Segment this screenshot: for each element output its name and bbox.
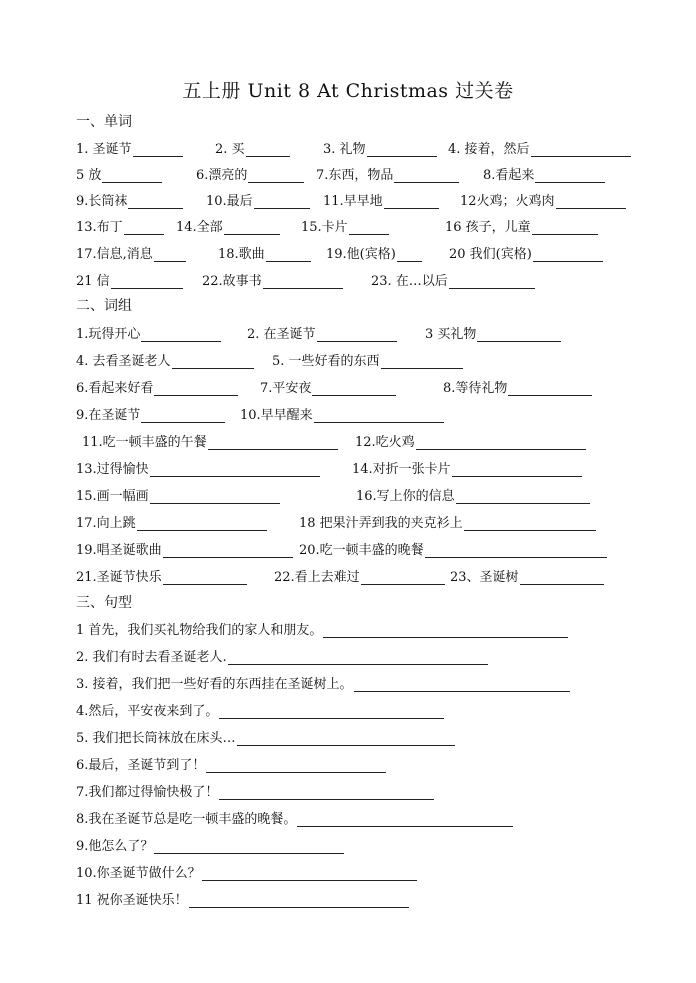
answer-blank[interactable] (532, 222, 598, 235)
sentence-item-label: 8.我在圣诞节总是吃一顿丰盛的晚餐。 (76, 812, 297, 827)
answer-blank[interactable] (206, 760, 386, 773)
phrase-item-label: 22.看上去难过 (274, 570, 360, 585)
answer-blank[interactable] (312, 383, 396, 396)
answer-blank[interactable] (381, 356, 463, 369)
word-item (301, 216, 389, 235)
phrase-item (274, 566, 445, 585)
phrase-item-label: 9.在圣诞节 (76, 408, 141, 423)
answer-blank[interactable] (124, 222, 164, 235)
answer-blank[interactable] (254, 196, 310, 209)
word-item-label: 1. 圣诞节 (76, 142, 132, 157)
word-item-label: 8.看起来 (483, 168, 535, 183)
word-item (206, 190, 310, 209)
phrase-item-label: 20.吃一顿丰盛的晚餐 (299, 543, 424, 558)
sentence-item (76, 889, 409, 908)
phrase-item-label: 21.圣诞节快乐 (76, 570, 162, 585)
answer-blank[interactable] (464, 518, 596, 531)
word-item-label: 18.歌曲 (218, 247, 265, 262)
word-item (76, 164, 162, 183)
word-item (215, 138, 290, 157)
phrase-item-label: 11.吃一顿丰盛的午餐 (82, 435, 207, 450)
word-item (448, 138, 631, 157)
word-item (196, 164, 304, 183)
word-item (76, 190, 183, 209)
answer-blank[interactable] (397, 249, 422, 262)
answer-blank[interactable] (163, 545, 293, 558)
word-item-label: 13.布丁 (76, 220, 123, 235)
word-item-label: 22.故事书 (202, 274, 262, 289)
answer-blank[interactable] (248, 170, 304, 183)
answer-blank[interactable] (154, 841, 344, 854)
sentence-item (76, 619, 568, 638)
sentence-item (76, 673, 570, 692)
answer-blank[interactable] (189, 895, 409, 908)
phrase-item-label: 18 把果汁弄到我的夹克衫上 (299, 516, 463, 531)
phrase-item (240, 404, 444, 423)
word-item (449, 243, 603, 262)
word-item-label: 5 放 (76, 168, 102, 183)
answer-blank[interactable] (323, 625, 568, 638)
word-item-label: 15.卡片 (301, 220, 348, 235)
answer-blank[interactable] (317, 329, 397, 342)
answer-blank[interactable] (361, 572, 445, 585)
answer-blank[interactable] (456, 491, 590, 504)
word-item-label: 21 信 (76, 274, 110, 289)
answer-blank[interactable] (141, 410, 225, 423)
answer-blank[interactable] (224, 222, 280, 235)
answer-blank[interactable] (449, 276, 535, 289)
sentence-item (76, 781, 434, 800)
word-item-label: 6.漂亮的 (196, 168, 248, 183)
phrase-item-label: 2. 在圣诞节 (247, 327, 316, 342)
answer-blank[interactable] (314, 410, 444, 423)
word-item (326, 243, 422, 262)
answer-blank[interactable] (508, 383, 592, 396)
phrase-item (76, 404, 225, 423)
answer-blank[interactable] (172, 356, 254, 369)
answer-blank[interactable] (297, 814, 513, 827)
word-item-label: 19.他(宾格) (326, 247, 396, 262)
answer-blank[interactable] (208, 437, 338, 450)
word-item (323, 190, 439, 209)
phrase-item-label: 17.向上跳 (76, 516, 136, 531)
answer-blank[interactable] (452, 464, 582, 477)
sentence-item-label: 6.最后，圣诞节到了！ (76, 758, 206, 773)
sentence-item (76, 646, 488, 665)
phrase-item (272, 350, 463, 369)
word-item (445, 216, 598, 235)
sentence-item-label: 3. 接着，我们把一些好看的东西挂在圣诞树上。 (76, 677, 353, 692)
word-item-label: 16 孩子，儿童 (445, 220, 531, 235)
answer-blank[interactable] (137, 518, 267, 531)
word-item-label: 4. 接着，然后 (448, 142, 530, 157)
sentence-item (76, 754, 386, 773)
word-item-label: 12火鸡；火鸡肉 (460, 194, 555, 209)
phrase-item-label: 14.对折一张卡片 (352, 462, 451, 477)
sentence-item-label: 1 首先，我们买礼物给我们的家人和朋友。 (76, 623, 323, 638)
phrase-item-label: 3 买礼物 (425, 327, 477, 342)
sentence-item-label: 5. 我们把长筒袜放在床头… (76, 731, 236, 746)
answer-blank[interactable] (141, 329, 221, 342)
word-item (76, 270, 183, 289)
phrase-item (76, 458, 320, 477)
word-item (323, 138, 437, 157)
phrase-item (443, 377, 592, 396)
answer-blank[interactable] (219, 706, 444, 719)
answer-blank[interactable] (133, 144, 183, 157)
phrase-item (76, 512, 267, 531)
phrase-item-label: 19.唱圣诞歌曲 (76, 543, 162, 558)
word-item-label: 3. 礼物 (323, 142, 366, 157)
sentence-item (76, 727, 455, 746)
answer-blank[interactable] (150, 491, 280, 504)
answer-blank[interactable] (246, 144, 290, 157)
word-item-label: 9.长筒袜 (76, 194, 128, 209)
word-item-label: 20 我们(宾格) (449, 247, 532, 262)
phrase-item-label: 10.早早醒来 (240, 408, 313, 423)
word-item (76, 243, 186, 262)
answer-blank[interactable] (477, 329, 561, 342)
phrase-item (299, 512, 596, 531)
answer-blank[interactable] (111, 276, 183, 289)
word-item (218, 243, 311, 262)
section-heading-phrases: 二、词组 (76, 298, 132, 314)
word-item (76, 138, 183, 157)
answer-blank[interactable] (163, 572, 247, 585)
phrase-item (76, 566, 247, 585)
phrase-item-label: 7.平安夜 (260, 381, 312, 396)
answer-blank[interactable] (228, 652, 488, 665)
answer-blank[interactable] (128, 196, 183, 209)
answer-blank[interactable] (416, 437, 586, 450)
sentence-item (76, 862, 417, 881)
answer-blank[interactable] (520, 572, 604, 585)
word-item-label: 14.全部 (176, 220, 223, 235)
answer-blank[interactable] (533, 249, 603, 262)
phrase-item (76, 323, 221, 342)
answer-blank[interactable] (154, 249, 186, 262)
phrase-item-label: 1.玩得开心 (76, 327, 141, 342)
section-heading-words: 一、单词 (76, 114, 132, 130)
phrase-item-label: 8.等待礼物 (443, 381, 508, 396)
word-item (460, 190, 626, 209)
word-item-label: 17.信息,消息 (76, 247, 153, 262)
answer-blank[interactable] (531, 144, 631, 157)
sentence-item-label: 2. 我们有时去看圣诞老人. (76, 650, 227, 665)
sentence-item (76, 700, 444, 719)
word-item-label: 7.东西，物品 (316, 168, 394, 183)
phrase-item-label: 23、圣诞树 (450, 570, 519, 585)
word-item-label: 10.最后 (206, 194, 253, 209)
phrase-item-label: 4. 去看圣诞老人 (76, 354, 171, 369)
word-item (316, 164, 459, 183)
answer-blank[interactable] (394, 170, 459, 183)
phrase-item (82, 431, 338, 450)
phrase-item (76, 539, 293, 558)
phrase-item-label: 6.看起来好看 (76, 381, 154, 396)
answer-blank[interactable] (349, 222, 389, 235)
word-item (76, 216, 164, 235)
phrase-item (76, 350, 254, 369)
word-item (202, 270, 343, 289)
sentence-item-label: 7.我们都过得愉快极了！ (76, 785, 219, 800)
phrase-item-label: 16.写上你的信息 (356, 489, 455, 504)
sentence-item-label: 9.他怎么了？ (76, 839, 154, 854)
sentence-item (76, 835, 344, 854)
section-heading-sentences: 三、句型 (76, 595, 132, 611)
answer-blank[interactable] (154, 383, 238, 396)
answer-blank[interactable] (384, 196, 439, 209)
phrase-item (450, 566, 604, 585)
word-item-label: 2. 买 (215, 142, 245, 157)
phrase-item (299, 539, 607, 558)
phrase-item-label: 15.画一幅画 (76, 489, 149, 504)
sentence-item-label: 4.然后，平安夜来到了。 (76, 704, 219, 719)
phrase-item (356, 485, 590, 504)
answer-blank[interactable] (425, 545, 607, 558)
answer-blank[interactable] (219, 787, 434, 800)
phrase-item-label: 13.过得愉快 (76, 462, 149, 477)
word-item (483, 164, 605, 183)
phrase-item (247, 323, 397, 342)
answer-blank[interactable] (266, 249, 311, 262)
page-title: 五上册 Unit 8 At Christmas 过关卷 (182, 80, 514, 102)
phrase-item (260, 377, 396, 396)
word-item (176, 216, 280, 235)
answer-blank[interactable] (150, 464, 320, 477)
answer-blank[interactable] (237, 733, 455, 746)
phrase-item (76, 377, 238, 396)
answer-blank[interactable] (556, 196, 626, 209)
phrase-item (425, 323, 561, 342)
word-item-label: 23. 在…以后 (371, 274, 448, 289)
answer-blank[interactable] (367, 144, 437, 157)
phrase-item (352, 458, 582, 477)
word-item-label: 11.早早地 (323, 194, 383, 209)
answer-blank[interactable] (102, 170, 162, 183)
phrase-item-label: 12.吃火鸡 (355, 435, 415, 450)
sentence-item (76, 808, 513, 827)
answer-blank[interactable] (354, 679, 570, 692)
sentence-item-label: 10.你圣诞节做什么？ (76, 866, 201, 881)
sentence-item-label: 11 祝你圣诞快乐！ (76, 893, 188, 908)
answer-blank[interactable] (263, 276, 343, 289)
phrase-item (355, 431, 586, 450)
answer-blank[interactable] (202, 868, 417, 881)
answer-blank[interactable] (535, 170, 605, 183)
phrase-item-label: 5. 一些好看的东西 (272, 354, 380, 369)
phrase-item (76, 485, 280, 504)
word-item (371, 270, 535, 289)
